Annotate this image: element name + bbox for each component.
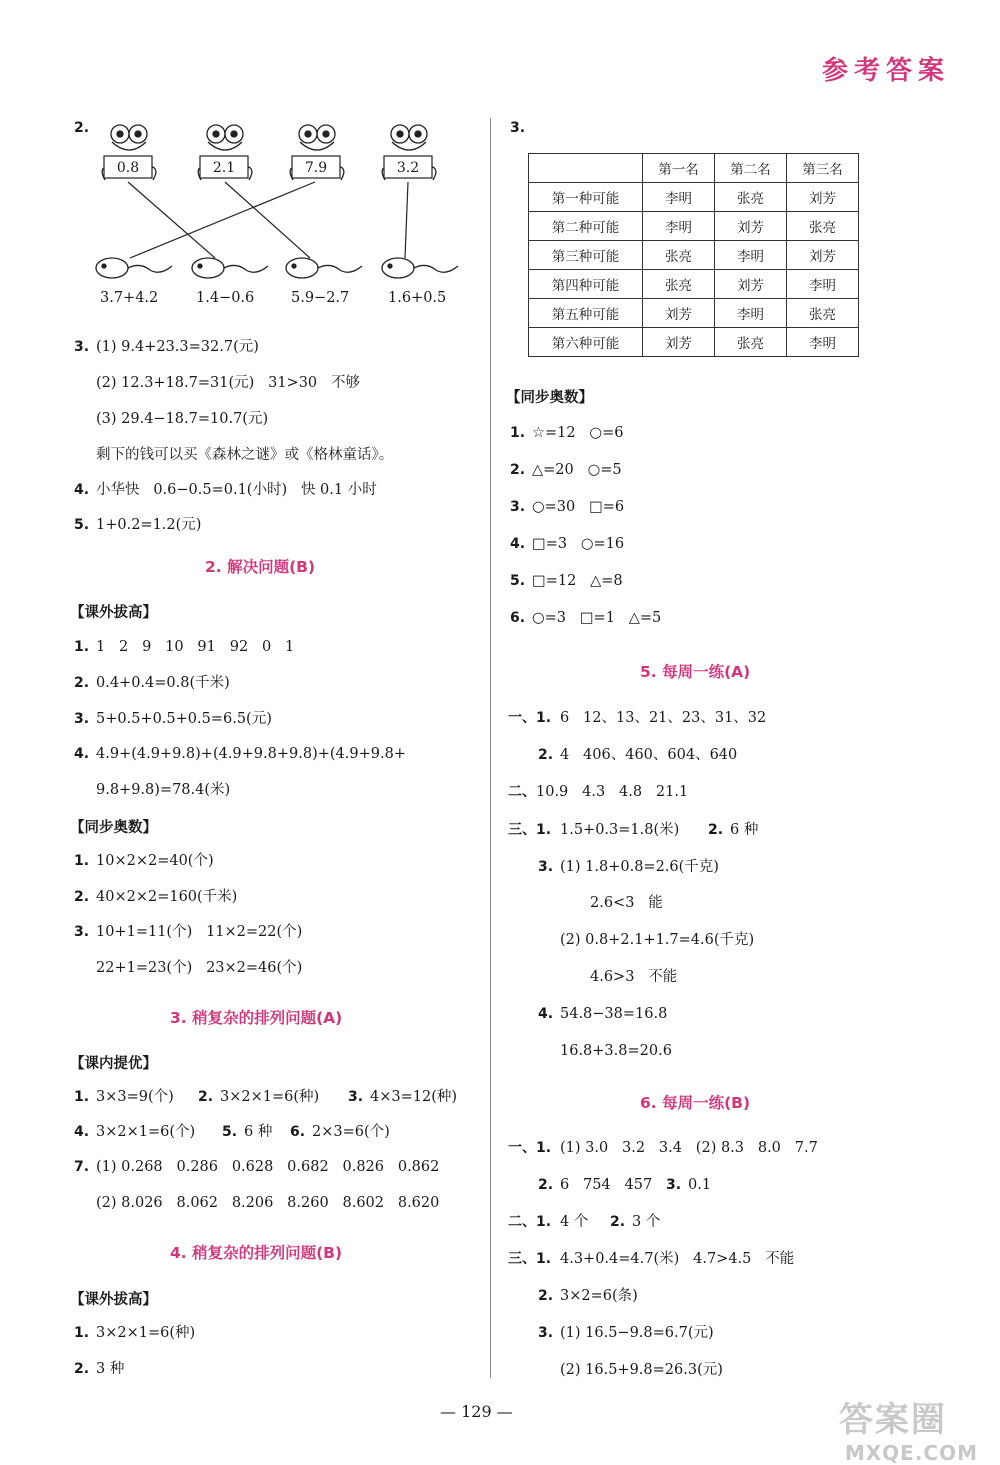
frog-value: 2.1 [212,160,236,176]
subsection-label: 【课内提优】 [70,1056,157,1072]
frog-value: 7.9 [304,160,328,176]
table-row [529,270,859,299]
question-number: 4. [510,536,526,552]
table-header-cell: 第二名 [715,154,787,183]
answer-line: 0.1 [688,1177,712,1193]
table-cell: 李明 [715,241,787,270]
table-cell: 第四种可能 [529,270,643,299]
answer-line: (3) 29.4−18.7=10.7(元) [96,411,269,427]
table-cell: 张亮 [787,299,859,328]
answer-line: (2) 8.026 8.062 8.206 8.260 8.602 8.620 [96,1195,440,1211]
question-number: 4. [74,746,90,762]
question-number: 7. [74,1159,90,1175]
table-row [529,241,859,270]
table-header-row [529,154,859,183]
table-row [529,299,859,328]
answer-line: 5+0.5+0.5+0.5=6.5(元) [96,711,272,727]
question-number: 5. [510,573,526,589]
question-number: 2. [610,1214,626,1230]
answer-line: (2) 12.3+18.7=31(元) 31>30 不够 [96,375,360,391]
table-row [529,212,859,241]
answer-line: 22+1=23(个) 23×2=46(个) [96,960,303,976]
question-number: 2. [74,1361,90,1377]
table-cell: 李明 [787,270,859,299]
question-number: 3. [348,1089,364,1105]
answer-line: 54.8−38=16.8 [560,1006,668,1022]
table-cell: 李明 [643,212,715,241]
table-header-cell: 第一名 [643,154,715,183]
answer-line: 4.3+0.4=4.7(米) 4.7>4.5 不能 [560,1251,795,1267]
table-cell: 刘芳 [715,270,787,299]
table-cell: 第六种可能 [529,328,643,357]
table-cell: 张亮 [715,328,787,357]
subsection-label: 【同步奥数】 [70,820,157,836]
question-number: 1. [74,1325,90,1341]
tadpole-icon [382,258,458,278]
answer-line: (2) 0.8+2.1+1.7=4.6(千克) [560,932,755,948]
answer-line: 剩下的钱可以买《森林之谜》或《格林童话》。 [96,447,394,463]
answer-line: 10.9 4.3 4.8 21.1 [536,784,689,800]
answer-line: 3×2×1=6(个) [96,1124,196,1140]
answer-line: (1) 3.0 3.2 3.4 (2) 8.3 8.0 7.7 [560,1140,818,1156]
answer-line: 4 406、460、604、640 [560,747,738,763]
question-number: 1. [74,639,90,655]
answer-line: 40×2×2=160(千米) [96,889,238,905]
table-cell: 李明 [643,183,715,212]
answer-line: 小华快 0.6−0.5=0.1(小时) 快 0.1 小时 [96,482,377,498]
answer-line: 4×3=12(种) [370,1089,458,1105]
question-number: 一、1. [508,1140,552,1156]
question-number: 2. [198,1089,214,1105]
question-number: 2. [74,889,90,905]
answer-line: 3 种 [96,1361,125,1377]
answer-line: 6 12、13、21、23、31、32 [560,710,767,726]
question-number: 2. [510,462,526,478]
question-number: 3. [510,120,526,136]
question-number: 三、1. [508,1251,552,1267]
question-number: 二、1. [508,1214,552,1230]
question-number: 2. [74,120,90,136]
question-number: 5. [74,517,90,533]
question-number: 3. [666,1177,682,1193]
answer-line: (1) 9.4+23.3=32.7(元) [96,339,259,355]
table-cell: 第一种可能 [529,183,643,212]
answer-line: 3×3=9(个) [96,1089,174,1105]
question-number: 二、 [508,784,536,800]
answer-line: 3×2×1=6(种) [96,1325,196,1341]
answer-line: ○=3 □=1 △=5 [532,610,662,626]
table-cell: 张亮 [643,241,715,270]
tadpole-icon [192,258,268,278]
frog-value: 3.2 [396,160,420,176]
tadpole-icon [286,258,362,278]
section-title: 4. 稍复杂的排列问题(B) [170,1244,343,1262]
section-title: 2. 解决问题(B) [205,558,316,576]
question-number: 2. [708,822,724,838]
question-number: 2. [74,675,90,691]
question-number: 3. [74,924,90,940]
question-number: 2. [538,1288,554,1304]
table-cell: 刘芳 [643,328,715,357]
answer-line: 3 个 [632,1214,661,1230]
tadpole-expression: 3.7+4.2 [100,290,159,306]
answer-line: 1+0.2=1.2(元) [96,517,202,533]
page-number: — 129 — [440,1402,513,1421]
question-number: 1. [74,853,90,869]
question-number: 1. [510,425,526,441]
answer-line: 10+1=11(个) 11×2=22(个) [96,924,303,940]
tadpole-expression: 5.9−2.7 [291,290,350,306]
question-number: 3. [74,339,90,355]
section-title: 6. 每周一练(B) [640,1094,751,1112]
answer-line: 2.6<3 能 [590,895,663,911]
question-number: 6. [510,610,526,626]
question-number: 3. [74,711,90,727]
question-number: 3. [510,499,526,515]
frog-tadpole-matching-figure [90,120,470,290]
question-number: 2. [538,1177,554,1193]
table-cell: 刘芳 [715,212,787,241]
watermark-url: MXQE.COM [844,1441,978,1465]
table-cell: 张亮 [643,270,715,299]
question-number: 3. [538,1325,554,1341]
answer-line: (1) 0.268 0.286 0.628 0.682 0.826 0.862 [96,1159,440,1175]
answer-line: 1.5+0.3=1.8(米) [560,822,680,838]
table-cell: 第二种可能 [529,212,643,241]
answer-line: 16.8+3.8=20.6 [560,1043,672,1059]
table-header-cell: 第三名 [787,154,859,183]
subsection-label: 【同步奥数】 [506,390,593,406]
page-header-title: 参考答案 [821,56,950,86]
question-number: 1. [74,1089,90,1105]
tadpole-expression: 1.6+0.5 [388,290,447,306]
question-number: 三、1. [508,822,552,838]
table-cell: 张亮 [787,212,859,241]
column-divider [490,118,491,1378]
table-cell: 李明 [715,299,787,328]
table-cell: 李明 [787,328,859,357]
question-number: 一、1. [508,710,552,726]
watermark-logo [839,1392,978,1465]
answer-line: 10×2×2=40(个) [96,853,214,869]
answer-line: ☆=12 ○=6 [532,425,624,441]
table-cell: 第五种可能 [529,299,643,328]
subsection-label: 【课外拔高】 [70,605,157,621]
tadpole-expression: 1.4−0.6 [196,290,255,306]
section-title: 5. 每周一练(A) [640,663,751,681]
answer-line: 4.6>3 不能 [590,969,678,985]
answer-line: ○=30 □=6 [532,499,625,515]
answer-line: 4 个 [560,1214,589,1230]
answer-line: □=12 △=8 [532,573,623,589]
question-number: 5. [222,1124,238,1140]
table-cell: 刘芳 [643,299,715,328]
tadpole-icon [96,258,172,278]
section-title: 3. 稍复杂的排列问题(A) [170,1009,343,1027]
answer-line: 0.4+0.4=0.8(千米) [96,675,230,691]
answer-line: (1) 16.5−9.8=6.7(元) [560,1325,714,1341]
answer-line: 6 种 [730,822,759,838]
question-number: 4. [74,482,90,498]
question-number: 4. [74,1124,90,1140]
question-number: 4. [538,1006,554,1022]
answer-line: 1 2 9 10 91 92 0 1 [96,639,295,655]
question-number: 3. [538,859,554,875]
table-cell: 张亮 [715,183,787,212]
answer-line: 2×3=6(个) [312,1124,390,1140]
table-row [529,183,859,212]
question-number: 2. [538,747,554,763]
answer-line: □=3 ○=16 [532,536,625,552]
answer-line: 6 754 457 [560,1177,653,1193]
table-cell: 刘芳 [787,241,859,270]
ranking-table [528,153,859,357]
question-number: 6. [290,1124,306,1140]
answer-line: △=20 ○=5 [532,462,622,478]
answer-line: 3×2=6(条) [560,1288,638,1304]
subsection-label: 【课外拔高】 [70,1292,157,1308]
table-cell: 第三种可能 [529,241,643,270]
answer-line: 3×2×1=6(种) [220,1089,320,1105]
answer-line: 4.9+(4.9+9.8)+(4.9+9.8+9.8)+(4.9+9.8+ [96,746,406,762]
frog-value: 0.8 [116,160,140,176]
answer-line: (1) 1.8+0.8=2.6(千克) [560,859,719,875]
table-cell: 刘芳 [787,183,859,212]
answer-line: 6 种 [244,1124,273,1140]
answer-line: 9.8+9.8)=78.4(米) [96,782,231,798]
watermark-text: 答案圈 [838,1400,947,1440]
answer-line: (2) 16.5+9.8=26.3(元) [560,1362,723,1378]
table-header-cell [529,154,643,183]
table-row [529,328,859,357]
